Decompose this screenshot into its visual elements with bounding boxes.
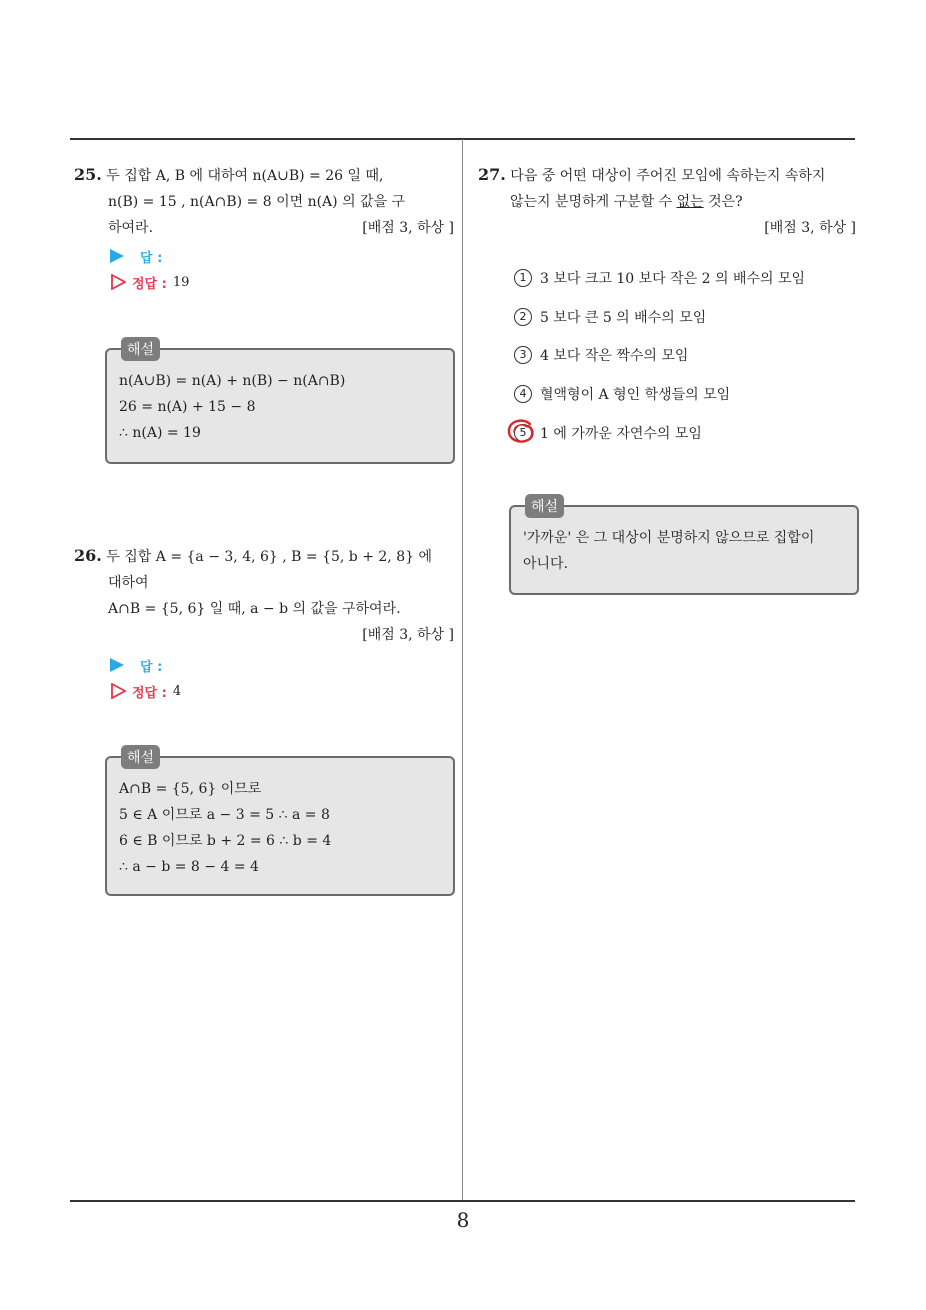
question-number: 25. — [74, 165, 102, 184]
score-label: [배점 3, 하상 ] — [362, 627, 454, 643]
question-text-line3: 하여라. — [108, 220, 154, 236]
choice-text: 혈액형이 A 형인 학생들의 모임 — [540, 387, 731, 403]
correct-mark-circle-icon — [506, 418, 538, 446]
explanation-line: ∴ a − b = 8 − 4 = 4 — [119, 859, 259, 875]
choice-text: 3 보다 크고 10 보다 작은 2 의 배수의 모임 — [540, 271, 806, 287]
explanation-tag: 해설 — [121, 745, 160, 769]
choice-number-4: 4 — [514, 385, 532, 403]
choice-number-2: 2 — [514, 308, 532, 326]
outline-triangle-icon — [110, 683, 126, 699]
explanation-box-25 — [105, 342, 455, 464]
choice-number-1: 1 — [514, 269, 532, 287]
answer-line — [110, 652, 454, 678]
choice-number-5: 5 — [514, 424, 532, 442]
question-text-line2: 대하여 — [108, 575, 149, 591]
correct-answer-line — [110, 269, 454, 295]
choice-5[interactable] — [514, 423, 702, 443]
choice-4[interactable] — [514, 384, 730, 404]
explanation-line: 26 = n(A) + 15 − 8 — [119, 399, 256, 415]
play-triangle-icon — [110, 249, 124, 263]
explanation-line: n(A∪B) = n(A) + n(B) − n(A∩B) — [119, 373, 346, 389]
underlined-word: 없는 — [676, 194, 704, 210]
explanation-line: 아니다. — [523, 556, 569, 572]
explanation-box-27 — [509, 499, 859, 595]
bottom-rule — [70, 1200, 855, 1202]
choice-text: 1 에 가까운 자연수의 모임 — [540, 426, 702, 442]
answer-line — [110, 243, 454, 269]
explanation-tag: 해설 — [525, 494, 564, 518]
question-text-line2: n(B) = 15 , n(A∩B) = 8 이면 n(A) 의 값을 구 — [108, 194, 406, 210]
question-text-line1: 두 집합 A = {a − 3, 4, 6} , B = {5, b + 2, 8} 에 — [106, 549, 432, 565]
correct-answer-value: 4 — [172, 683, 182, 699]
correct-answer-line — [110, 678, 454, 704]
score-label: [배점 3, 하상 ] — [362, 220, 454, 236]
outline-triangle-icon — [110, 274, 126, 290]
question-number: 27. — [478, 165, 506, 184]
correct-answer-value: 19 — [172, 274, 190, 290]
choice-number-3: 3 — [514, 346, 532, 364]
choice-text: 4 보다 작은 짝수의 모임 — [540, 348, 689, 364]
question-text-line2: 않는지 분명하게 구분할 수 — [510, 194, 677, 210]
explanation-line: '가까운' 은 그 대상이 분명하지 않으므로 집합이 — [523, 530, 815, 546]
column-divider — [462, 139, 463, 1201]
explanation-tag: 해설 — [121, 337, 160, 361]
correct-answer-label: 정답 : — [132, 685, 167, 701]
choice-text: 5 보다 큰 5 의 배수의 모임 — [540, 310, 707, 326]
question-text-line3: A∩B = {5, 6} 일 때, a − b 의 값을 구하여라. — [108, 601, 401, 617]
correct-answer-label: 정답 : — [132, 276, 167, 292]
answer-label: 답 : — [140, 250, 163, 266]
answer-label: 답 : — [140, 659, 163, 675]
question-26 — [74, 543, 454, 704]
choice-2[interactable] — [514, 307, 706, 327]
choice-3[interactable] — [514, 345, 688, 365]
choice-1[interactable] — [514, 268, 805, 288]
explanation-box-26 — [105, 750, 455, 896]
explanation-line: ∴ n(A) = 19 — [119, 425, 201, 441]
explanation-line: 6 ∈ B 이므로 b + 2 = 6 ∴ b = 4 — [119, 833, 332, 849]
page-number: 8 — [456, 1208, 470, 1232]
question-number: 26. — [74, 546, 102, 565]
explanation-line: A∩B = {5, 6} 이므로 — [119, 781, 262, 797]
question-text-line1: 다음 중 어떤 대상이 주어진 모임에 속하는지 속하지 — [510, 168, 826, 184]
question-25 — [74, 162, 454, 295]
play-triangle-icon — [110, 658, 124, 672]
score-label: [배점 3, 하상 ] — [764, 220, 856, 236]
question-27 — [478, 162, 856, 241]
explanation-line: 5 ∈ A 이므로 a − 3 = 5 ∴ a = 8 — [119, 807, 330, 823]
question-text-line2-end: 것은? — [703, 194, 743, 210]
question-text-line1: 두 집합 A, B 에 대하여 n(A∪B) = 26 일 때, — [106, 168, 384, 184]
